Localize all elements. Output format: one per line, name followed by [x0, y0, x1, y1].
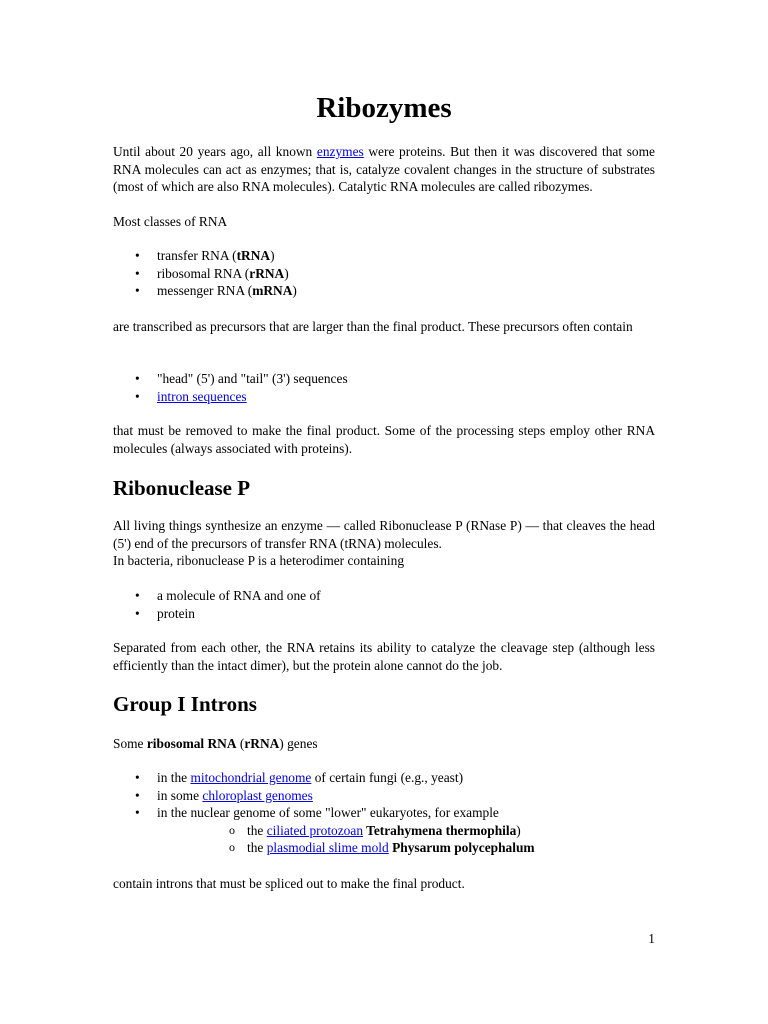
list-item: • messenger RNA (mRNA) [113, 282, 297, 300]
list-item: o the ciliated protozoan Tetrahymena thermophila) [157, 822, 535, 840]
rnase-paragraph: All living things synthesize an enzyme — called Ribonuclease P (RNase P) — that cleaves the head (5') end of the precursors of transfer RNA (tRNA) molecules. [113, 518, 655, 551]
list-item: o the plasmodial slime mold Physarum polycephalum [157, 839, 535, 857]
list-item [113, 388, 348, 406]
group1-intro: Some ribosomal RNA (rRNA) genes [113, 736, 318, 751]
eukaryote-examples-list [157, 822, 535, 857]
enzymes-link[interactable]: enzymes [316, 144, 364, 159]
list-item: • in some chloroplast genomes [113, 787, 535, 805]
group1-closing: contain introns that must be spliced out to make the final product. [113, 876, 465, 891]
page-number: 1 [648, 931, 655, 946]
section-heading-ribonuclease-p: Ribonuclease P [113, 476, 251, 500]
rnase-items-list [113, 587, 321, 622]
rnase-paragraph-b: In bacteria, ribonuclease P is a heterodimer containing [113, 553, 405, 568]
ciliated-protozoan-link[interactable]: ciliated protozoan [266, 822, 364, 838]
group1-items-list [113, 769, 535, 857]
list-item: • "head" (5') and "tail" (3') sequences [113, 370, 348, 388]
chloroplast-genomes-link[interactable]: chloroplast genomes [202, 787, 313, 803]
mitochondrial-genome-link[interactable]: mitochondrial genome [190, 770, 312, 785]
intron-sequences-link[interactable]: intron sequences [157, 388, 247, 404]
plasmodial-slime-mold-link[interactable]: plasmodial slime mold [266, 840, 389, 855]
precursor-items-list [113, 370, 348, 405]
list-item: • ribosomal RNA (rRNA) [113, 265, 297, 283]
list-item: • transfer RNA (tRNA) [113, 247, 297, 265]
rna-classes-list [113, 247, 297, 300]
intro-line2: Most classes of RNA [113, 214, 228, 229]
removal-paragraph: that must be removed to make the final product. Some of the processing steps employ other RNA molecules (always associated with proteins). [113, 423, 655, 456]
list-item: • in the nuclear genome of some "lower" eukaryotes, for example o the ciliated protozoan Tetrahymena thermophila) o the plasmodial slime mold Physarum polycephalum [113, 804, 535, 857]
rnase-paragraph-2: Separated from each other, the RNA retains its ability to catalyze the cleavage step (although less efficiently than the intact dimer), but the protein alone cannot do the job. [113, 640, 655, 673]
list-item: • protein [113, 605, 321, 623]
list-item: • in the mitochondrial genome of certain fungi (e.g., yeast) [113, 769, 535, 787]
intro-paragraph: Until about 20 years ago, all known enzymes were proteins. But then it was discovered that some RNA molecules can act as enzymes; that is, catalyze covalent changes in the structure of substrates (most of which are also RNA molecules). Catalytic RNA molecules are called ribozymes. [113, 144, 655, 194]
precursors-paragraph: are transcribed as precursors that are larger than the final product. These precursors often contain [113, 319, 633, 334]
list-item: • a molecule of RNA and one of [113, 587, 321, 605]
page-title: Ribozymes [316, 92, 452, 124]
section-heading-group-i-introns: Group I Introns [113, 692, 257, 716]
